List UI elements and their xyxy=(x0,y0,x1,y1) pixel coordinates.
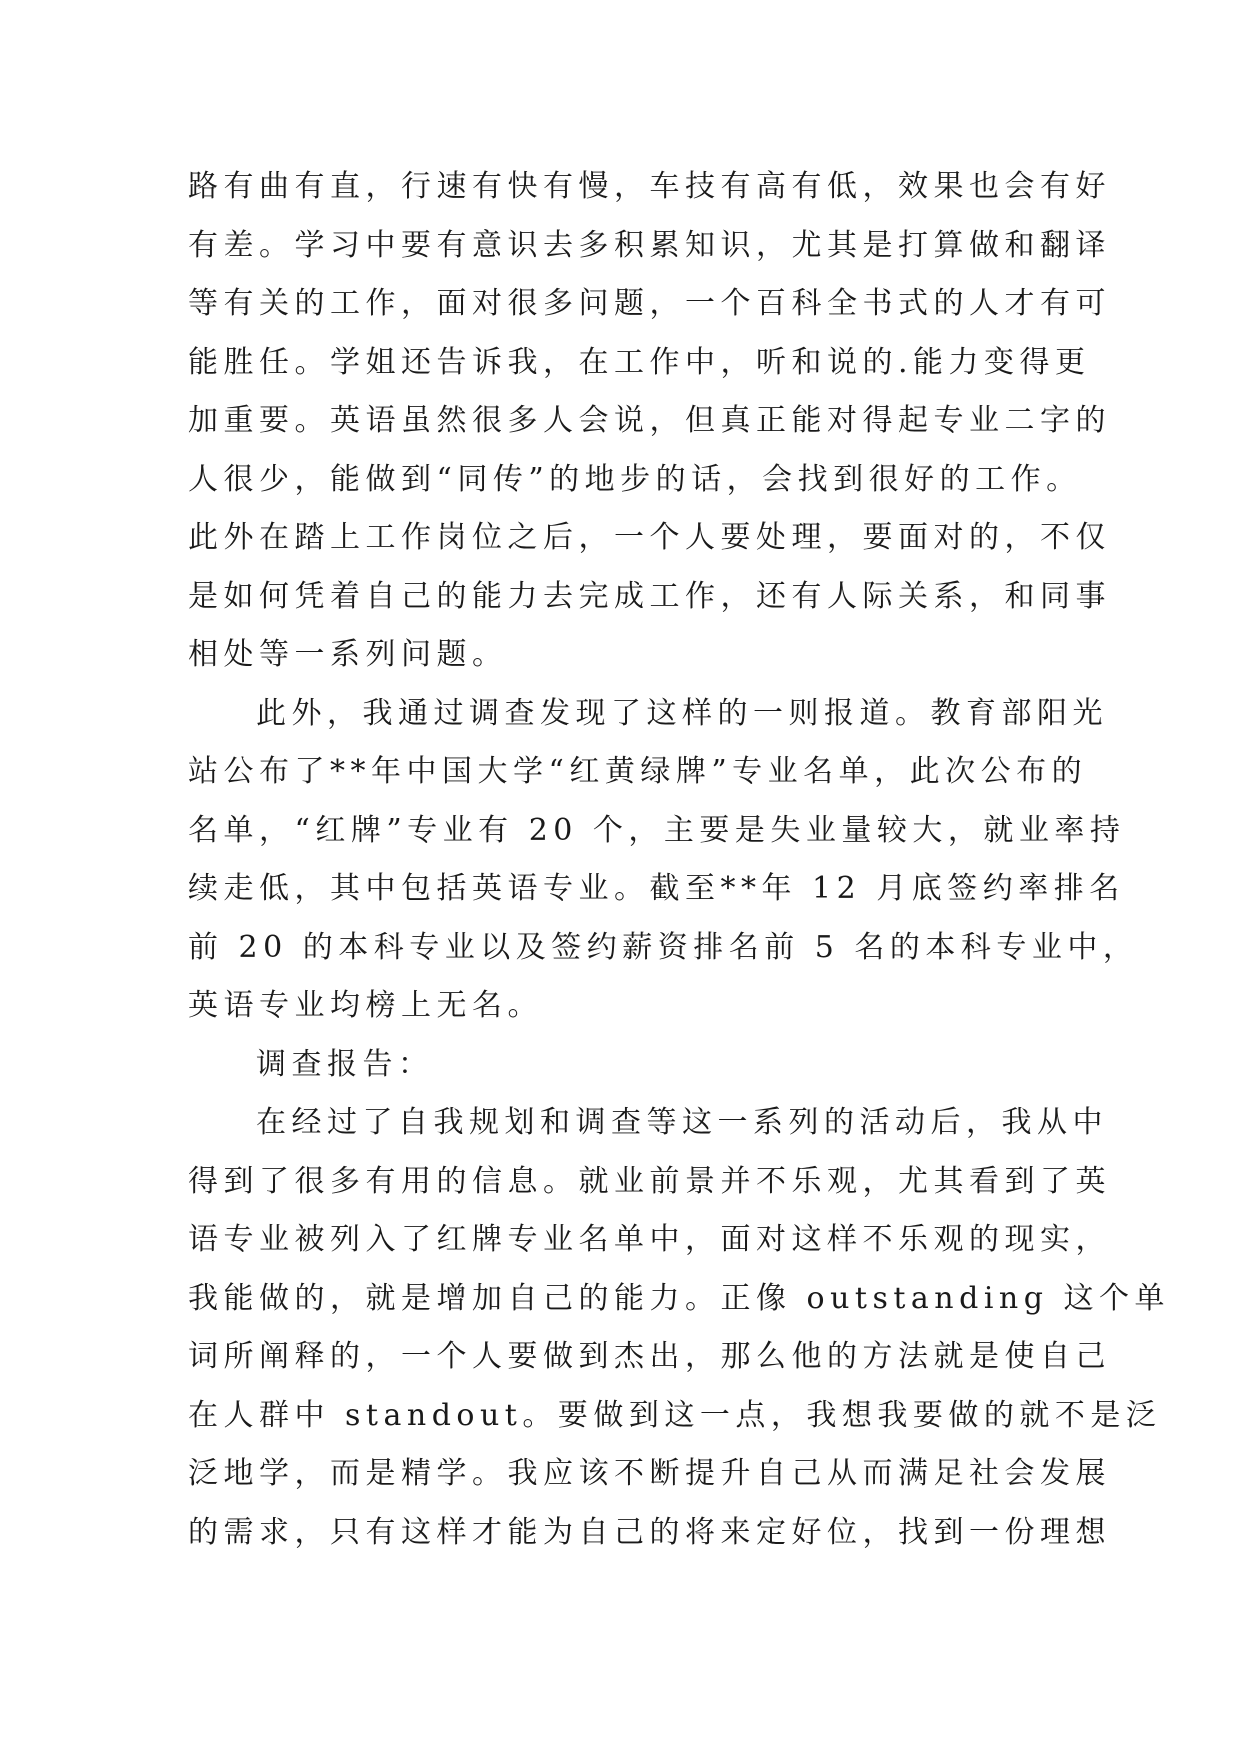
text-line: 等有关的工作，面对很多问题，一个百科全书式的人才有可 xyxy=(188,286,1111,321)
text-line: 续走低，其中包括英语专业。截至**年 12 月底签约率排名 xyxy=(188,871,1125,906)
text-line: 我能做的，就是增加自己的能力。正像 outstanding 这个单 xyxy=(188,1280,1170,1316)
text-line: 能胜任。学姐还告诉我，在工作中，听和说的.能力变得更 xyxy=(188,344,1091,380)
text-line: 语专业被列入了红牌专业名单中，面对这样不乐观的现实， xyxy=(188,1222,1111,1257)
text-line: 泛地学，而是精学。我应该不断提升自己从而满足社会发展 xyxy=(188,1456,1111,1491)
text-line: 是如何凭着自己的能力去完成工作，还有人际关系，和同事 xyxy=(188,578,1111,614)
paragraph-first-line: 此外，我通过调查发现了这样的一则报道。教育部阳光 xyxy=(256,695,1108,731)
text-line: 人很少，能做到“同传”的地步的话，会找到很好的工作。 xyxy=(188,461,1082,497)
body-text xyxy=(188,158,1170,1562)
text-line: 前 20 的本科专业以及签约薪资排名前 5 名的本科专业中， xyxy=(188,929,1139,965)
text-line: 有差。学习中要有意识去多积累知识，尤其是打算做和翻译 xyxy=(188,227,1111,263)
text-line: 名单，“红牌”专业有 20 个，主要是失业量较大，就业率持 xyxy=(188,812,1126,848)
text-line: 路有曲有直，行速有快有慢，车技有高有低，效果也会有好 xyxy=(188,169,1111,204)
text-line: 英语专业均榜上无名。 xyxy=(188,988,543,1023)
text-line: 得到了很多有用的信息。就业前景并不乐观，尤其看到了英 xyxy=(188,1163,1111,1199)
section-heading: 调查报告： xyxy=(256,1046,434,1082)
text-line: 相处等一系列问题。 xyxy=(188,637,508,672)
text-line: 加重要。英语虽然很多人会说，但真正能对得起专业二字的 xyxy=(188,403,1111,438)
text-line: 站公布了**年中国大学“红黄绿牌”专业名单，此次公布的 xyxy=(188,754,1088,789)
text-line: 此外在踏上工作岗位之后，一个人要处理，要面对的，不仅 xyxy=(188,520,1111,555)
text-line: 词所阐释的，一个人要做到杰出，那么他的方法就是使自己 xyxy=(188,1339,1111,1374)
text-line: 在人群中 standout。要做到这一点，我想我要做的就不是泛 xyxy=(188,1397,1162,1433)
text-line: 的需求，只有这样才能为自己的将来定好位，找到一份理想 xyxy=(188,1514,1111,1550)
paragraph-first-line: 在经过了自我规划和调查等这一系列的活动后，我从中 xyxy=(256,1105,1108,1140)
